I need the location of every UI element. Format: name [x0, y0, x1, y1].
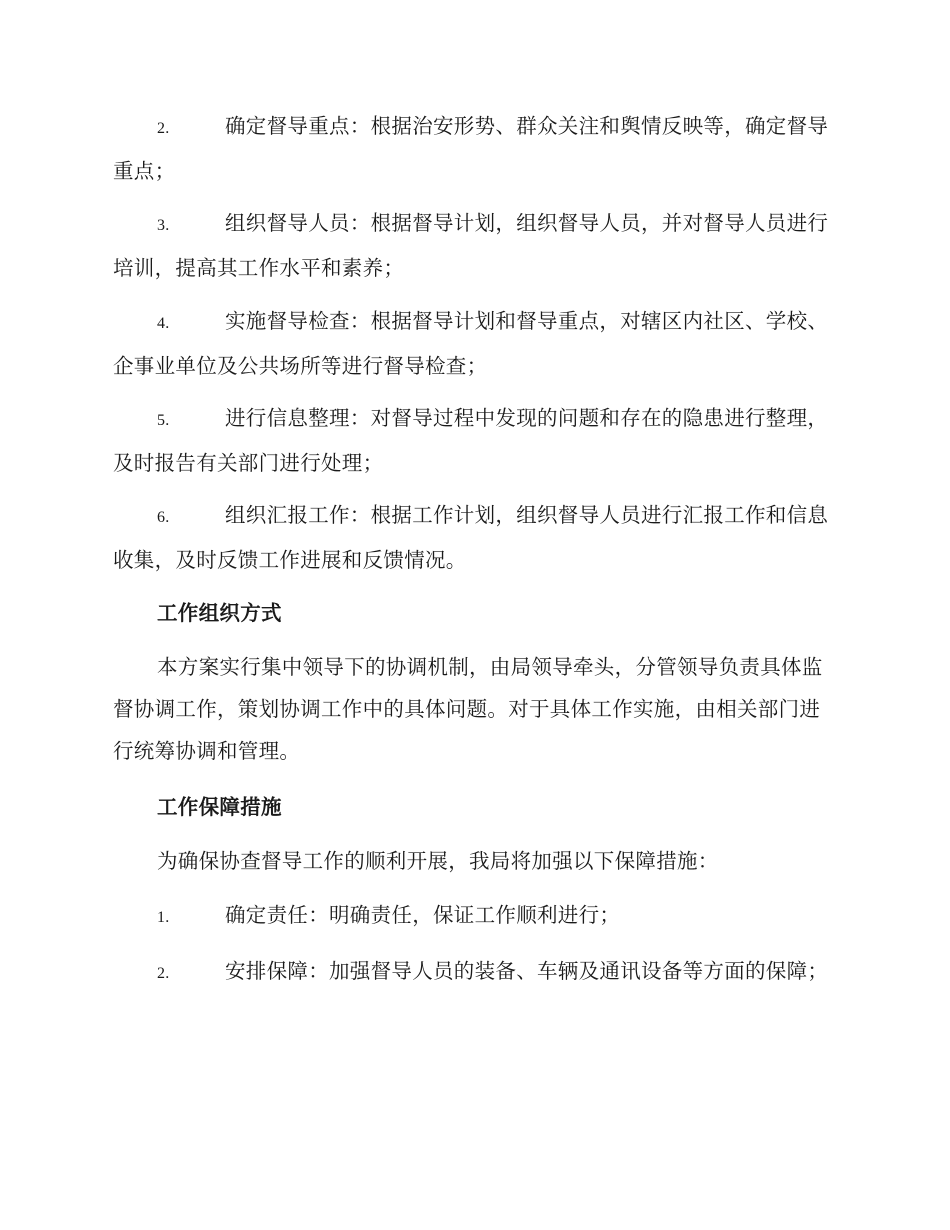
list-number: 3.	[157, 217, 170, 234]
list-number: 2.	[157, 965, 170, 982]
list-item	[113, 202, 835, 289]
list-number: 2.	[157, 120, 170, 137]
list-item	[113, 494, 835, 581]
list-item	[113, 300, 835, 387]
list-text: 确定督导重点：根据治安形势、群众关注和舆情反映等，确定督导重点；	[113, 114, 829, 183]
list-item	[113, 397, 835, 484]
list-number: 1.	[157, 909, 170, 926]
list-item	[113, 894, 835, 939]
list-number: 6.	[157, 509, 170, 526]
list-number: 4.	[157, 315, 170, 332]
body-paragraph: 为确保协查督导工作的顺利开展，我局将加强以下保障措施：	[157, 849, 719, 873]
list-text: 确定责任：明确责任，保证工作顺利进行；	[225, 903, 621, 927]
list-number: 5.	[157, 412, 170, 429]
list-item	[113, 105, 835, 192]
section-heading-organization: 工作组织方式	[157, 601, 282, 625]
list-text: 安排保障：加强督导人员的装备、车辆及通讯设备等方面的保障；	[225, 959, 829, 983]
list-text: 组织督导人员：根据督导计划，组织督导人员，并对督导人员进行培训，提高其工作水平和素养；	[113, 211, 829, 280]
list-text: 组织汇报工作：根据工作计划，组织督导人员进行汇报工作和信息收集，及时反馈工作进展和反馈情况。	[113, 503, 829, 572]
list-text: 实施督导检查：根据督导计划和督导重点，对辖区内社区、学校、企事业单位及公共场所等进行督导检查；	[113, 309, 829, 378]
body-paragraph: 本方案实行集中领导下的协调机制，由局领导牵头，分管领导负责具体监督协调工作，策划协调工作中的具体问题。对于具体工作实施，由相关部门进行统筹协调和管理。	[113, 655, 823, 763]
section-heading-guarantee: 工作保障措施	[157, 795, 282, 819]
list-text: 进行信息整理：对督导过程中发现的问题和存在的隐患进行整理，及时报告有关部门进行处理；	[113, 406, 829, 475]
list-item	[113, 950, 835, 995]
